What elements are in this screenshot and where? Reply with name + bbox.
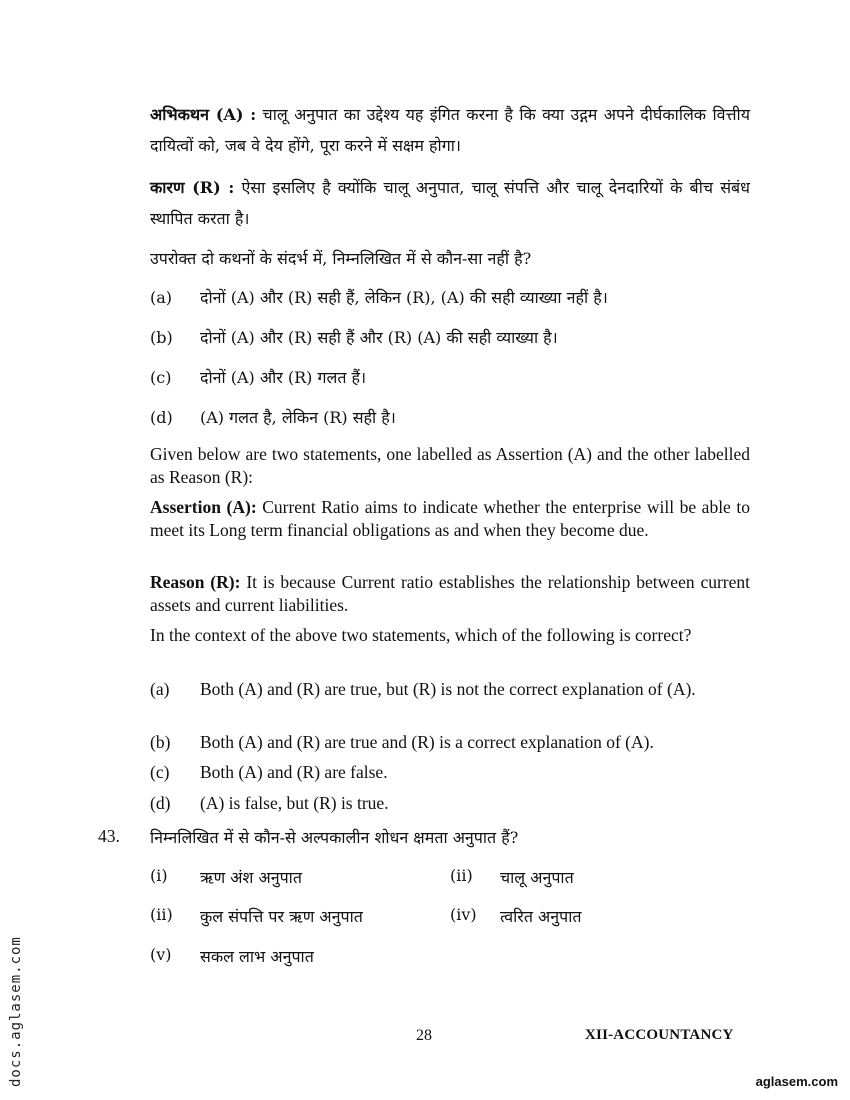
question-43-text: निम्नलिखित में से कौन-से अल्पकालीन शोधन क्षमता अनुपात हैं? bbox=[150, 828, 519, 847]
english-option-c bbox=[150, 761, 750, 784]
item-label: (iv) bbox=[450, 905, 477, 924]
q43-item-i bbox=[150, 866, 302, 888]
option-text: दोनों (A) और (R) गलत हैं। bbox=[200, 368, 367, 387]
question-number: 43. bbox=[98, 826, 120, 846]
hindi-assertion-text: चालू अनुपात का उद्देश्य यह इंगित करना है कि क्या उद्गम अपने दीर्घकालिक वित्तीय दायित्वों को, जब वे देय होंगे, पूरा करने में सक्षम होगा। bbox=[150, 105, 750, 155]
english-reason-text: It is because Current ratio establishes the relationship between current assets and current liabilities. bbox=[150, 572, 751, 615]
option-text: Both (A) and (R) are true, but (R) is not the correct explanation of (A). bbox=[200, 679, 696, 699]
english-option-a bbox=[150, 678, 750, 701]
option-label: (c) bbox=[150, 762, 170, 782]
hindi-option-a bbox=[150, 284, 750, 312]
item-text: चालू अनुपात bbox=[500, 868, 574, 887]
option-label: (a) bbox=[150, 679, 170, 699]
item-label: (ii) bbox=[150, 905, 173, 924]
item-label: (i) bbox=[150, 866, 168, 885]
hindi-assertion bbox=[150, 99, 750, 161]
q43-item-iii bbox=[150, 905, 363, 927]
item-label: (v) bbox=[150, 945, 172, 964]
english-option-d bbox=[150, 792, 750, 815]
item-label: (ii) bbox=[450, 866, 473, 885]
q43-item-iv bbox=[450, 905, 582, 927]
corner-watermark: aglasem.com bbox=[755, 1074, 838, 1089]
option-label: (b) bbox=[150, 732, 171, 752]
hindi-question: उपरोक्त दो कथनों के संदर्भ में, निम्नलिखित में से कौन-सा नहीं है? bbox=[150, 249, 532, 268]
option-text: Both (A) and (R) are true and (R) is a correct explanation of (A). bbox=[200, 732, 654, 752]
option-label: (b) bbox=[150, 328, 173, 347]
side-watermark: docs.aglasem.com bbox=[8, 936, 24, 1087]
english-assertion bbox=[150, 496, 750, 542]
item-text: त्वरित अनुपात bbox=[500, 907, 582, 926]
item-text: सकल लाभ अनुपात bbox=[200, 947, 314, 966]
q43-item-ii bbox=[450, 866, 574, 888]
english-reason bbox=[150, 571, 750, 617]
hindi-option-b bbox=[150, 324, 750, 352]
english-reason-label: Reason (R): bbox=[150, 572, 241, 592]
option-text: (A) is false, but (R) is true. bbox=[200, 793, 389, 813]
subject-code: XII-ACCOUNTANCY bbox=[585, 1027, 734, 1043]
english-assertion-label: Assertion (A): bbox=[150, 497, 257, 517]
hindi-assertion-label: अभिकथन (A) : bbox=[150, 105, 257, 124]
english-intro: Given below are two statements, one labelled as Assertion (A) and the other labelled as Reason (R): bbox=[150, 444, 750, 487]
q43-item-v bbox=[150, 945, 314, 967]
option-label: (c) bbox=[150, 368, 172, 387]
option-text: Both (A) and (R) are false. bbox=[200, 762, 388, 782]
option-text: दोनों (A) और (R) सही हैं और (R) (A) की सही व्याख्या है। bbox=[200, 328, 558, 347]
english-option-b bbox=[150, 731, 750, 754]
item-text: कुल संपत्ति पर ऋण अनुपात bbox=[200, 907, 363, 926]
option-label: (d) bbox=[150, 793, 171, 813]
page-number: 28 bbox=[416, 1027, 432, 1044]
english-assertion-text: Current Ratio aims to indicate whether the enterprise will be able to meet its Long term financial obligations as and when they become due. bbox=[150, 497, 750, 540]
option-text: दोनों (A) और (R) सही हैं, लेकिन (R), (A) की सही व्याख्या नहीं है। bbox=[200, 288, 608, 307]
english-question: In the context of the above two statements, which of the following is correct? bbox=[150, 625, 692, 645]
hindi-reason-text: ऐसा इसलिए है क्योंकि चालू अनुपात, चालू संपत्ति और चालू देनदारियों के बीच संबंध स्थापित करता है। bbox=[150, 178, 750, 228]
option-label: (d) bbox=[150, 408, 173, 427]
hindi-option-d bbox=[150, 404, 750, 432]
hindi-reason bbox=[150, 172, 750, 234]
hindi-option-c bbox=[150, 364, 750, 392]
hindi-reason-label: कारण (R) : bbox=[150, 178, 235, 197]
option-text: (A) गलत है, लेकिन (R) सही है। bbox=[200, 408, 396, 427]
option-label: (a) bbox=[150, 288, 173, 307]
item-text: ऋण अंश अनुपात bbox=[200, 868, 302, 887]
